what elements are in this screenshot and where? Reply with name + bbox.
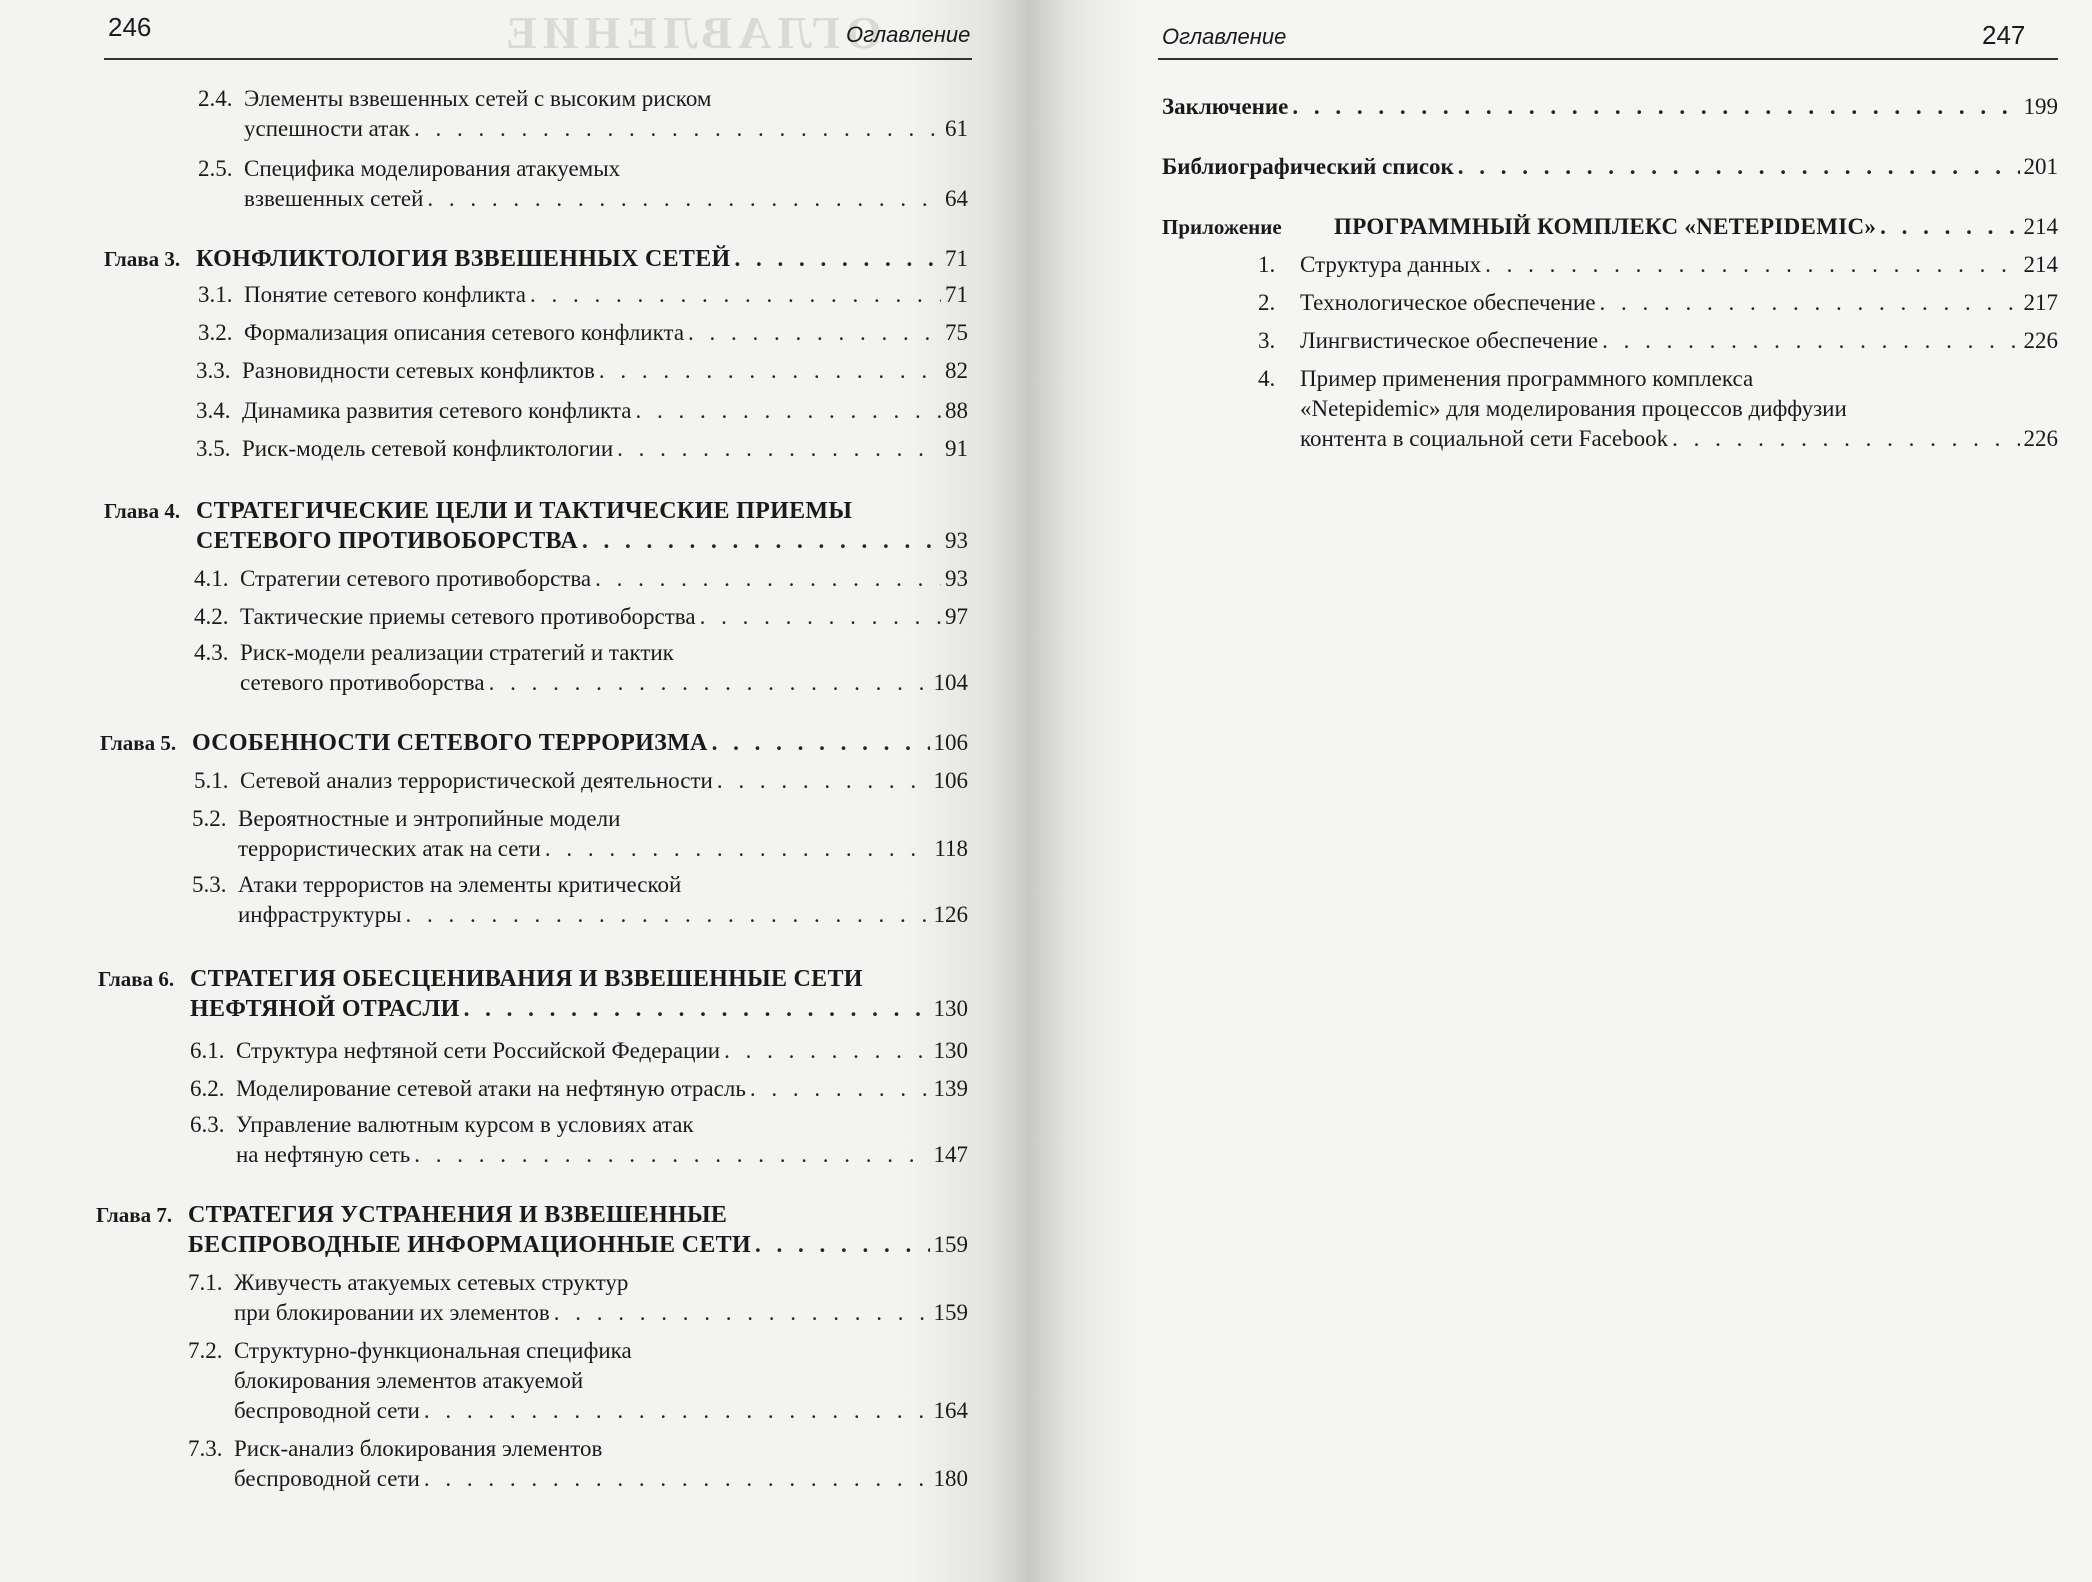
toc-entry bbox=[1258, 250, 2058, 280]
toc-entry bbox=[198, 154, 968, 214]
toc-entry bbox=[188, 1336, 968, 1426]
dot-leader bbox=[1292, 92, 2019, 122]
dot-leader bbox=[554, 1298, 930, 1328]
toc-title-line: Технологическое обеспечение bbox=[1300, 290, 1596, 315]
toc-title-line: взвешенных сетей bbox=[244, 186, 424, 211]
toc-entry bbox=[198, 84, 968, 144]
toc-title-line: СТРАТЕГИЯ ОБЕСЦЕНИВАНИЯ И ВЗВЕШЕННЫЕ СЕТИ bbox=[190, 966, 863, 992]
dot-leader bbox=[406, 900, 930, 930]
toc-page-number: 130 bbox=[933, 996, 968, 1021]
dot-leader bbox=[700, 602, 941, 632]
toc-section-number: 4.2. bbox=[194, 604, 229, 629]
toc-page-number: 71 bbox=[945, 282, 968, 307]
toc-section-number: 1. bbox=[1258, 252, 1276, 277]
toc-title-line: Структура данных bbox=[1300, 252, 1482, 277]
toc-title-line: Динамика развития сетевого конфликта bbox=[242, 398, 632, 423]
toc-entry bbox=[1162, 152, 2058, 182]
toc-entry bbox=[196, 356, 968, 386]
toc-section-number: 3.2. bbox=[198, 320, 233, 345]
toc-section-number: 3.1. bbox=[198, 282, 233, 307]
dot-leader bbox=[1880, 212, 2019, 242]
toc-title-line: ПРОГРАММНЫЙ КОМПЛЕКС «NETEPIDEMIC» bbox=[1334, 214, 1877, 239]
toc-page-number: 126 bbox=[933, 902, 968, 927]
toc-page-number: 93 bbox=[945, 528, 968, 553]
toc-title-line: Сетевой анализ террористической деятельности bbox=[240, 768, 713, 793]
dot-leader bbox=[735, 244, 942, 274]
toc-section-number: 6.2. bbox=[190, 1076, 225, 1101]
toc-entry bbox=[100, 728, 968, 758]
toc-title-line: СЕТЕВОГО ПРОТИВОБОРСТВА bbox=[196, 528, 578, 554]
toc-title-line: «Netepidemic» для моделирования процессов диффузии bbox=[1300, 396, 1847, 421]
header-rule bbox=[1158, 58, 2058, 60]
bleed-through-text: ОГЛАВЛЕНИЕ bbox=[500, 7, 882, 58]
toc-page-number: 214 bbox=[2023, 214, 2058, 239]
dot-leader bbox=[427, 184, 941, 214]
toc-entry bbox=[194, 602, 968, 632]
toc-title-line: Риск-модель сетевой конфликтологии bbox=[242, 436, 614, 461]
toc-page-number: 164 bbox=[933, 1398, 968, 1423]
toc-title-line: на нефтяную сеть bbox=[236, 1142, 411, 1167]
toc-title-line: Специфика моделирования атакуемых bbox=[244, 156, 621, 181]
toc-title-line: СТРАТЕГИЯ УСТРАНЕНИЯ И ВЗВЕШЕННЫЕ bbox=[188, 1202, 728, 1228]
toc-page-number: 139 bbox=[933, 1076, 968, 1101]
toc-entry bbox=[190, 1036, 968, 1066]
toc-entry bbox=[188, 1268, 968, 1328]
toc-page-number: 199 bbox=[2023, 94, 2058, 119]
toc-title-line: Живучесть атакуемых сетевых структур bbox=[234, 1270, 629, 1295]
toc-entry bbox=[198, 280, 968, 310]
toc-section-number: 4.3. bbox=[194, 640, 229, 665]
toc-title-line: СТРАТЕГИЧЕСКИЕ ЦЕЛИ И ТАКТИЧЕСКИЕ ПРИЕМЫ bbox=[196, 498, 853, 524]
dot-leader bbox=[717, 766, 930, 796]
toc-entry bbox=[194, 564, 968, 594]
toc-section-number: 4.1. bbox=[194, 566, 229, 591]
toc-page-number: 214 bbox=[2023, 252, 2058, 277]
toc-page-number: 201 bbox=[2023, 154, 2058, 179]
toc-entry bbox=[190, 1110, 968, 1170]
toc-entry bbox=[196, 434, 968, 464]
toc-page-number: 217 bbox=[2023, 290, 2058, 315]
dot-leader bbox=[617, 434, 941, 464]
toc-entry bbox=[1162, 212, 2058, 242]
toc-section-number: 6.3. bbox=[190, 1112, 225, 1137]
toc-title-line: успешности атак bbox=[244, 116, 410, 141]
toc-section-number: 2. bbox=[1258, 290, 1276, 315]
toc-entry bbox=[194, 766, 968, 796]
left-running-header: Оглавление bbox=[846, 22, 971, 47]
toc-section-number: 3.5. bbox=[196, 436, 231, 461]
dot-leader bbox=[688, 318, 941, 348]
dot-leader bbox=[755, 1230, 930, 1260]
toc-page-number: 159 bbox=[933, 1300, 968, 1325]
toc-section-number: 3. bbox=[1258, 328, 1276, 353]
toc-page-number: 106 bbox=[933, 730, 968, 755]
dot-leader bbox=[599, 356, 941, 386]
dot-leader bbox=[582, 526, 941, 556]
toc-title-line: беспроводной сети bbox=[234, 1398, 420, 1423]
dot-leader bbox=[1600, 288, 2020, 318]
toc-title-line: террористических атак на сети bbox=[238, 836, 541, 861]
toc-page-number: 159 bbox=[933, 1232, 968, 1257]
dot-leader bbox=[1672, 424, 2019, 454]
toc-title-line: блокирования элементов атакуемой bbox=[234, 1368, 584, 1393]
toc-entry bbox=[96, 1200, 968, 1260]
right-page bbox=[1030, 0, 2092, 1582]
dot-leader bbox=[635, 396, 941, 426]
toc-title-line: Понятие сетевого конфликта bbox=[244, 282, 526, 307]
toc-entry bbox=[190, 1074, 968, 1104]
toc-page-number: 75 bbox=[945, 320, 968, 345]
toc-title-line: Моделирование сетевой атаки на нефтяную отрасль bbox=[236, 1076, 746, 1101]
toc-page-number: 61 bbox=[945, 116, 968, 141]
toc-entry bbox=[1162, 92, 2058, 122]
toc-page-number: 226 bbox=[2023, 426, 2058, 451]
toc-section-number: 7.3. bbox=[188, 1436, 223, 1461]
toc-section-number: 3.4. bbox=[196, 398, 231, 423]
toc-chapter-label: Приложение bbox=[1162, 215, 1282, 239]
toc-page-number: 88 bbox=[945, 398, 968, 423]
toc-page-number: 147 bbox=[933, 1142, 968, 1167]
toc-entry bbox=[1258, 364, 2058, 454]
toc-title-line: Структурно-функциональная специфика bbox=[234, 1338, 632, 1363]
toc-page-number: 97 bbox=[945, 604, 968, 629]
toc-title-line: Вероятностные и энтропийные модели bbox=[238, 806, 621, 831]
toc-title-line: Разновидности сетевых конфликтов bbox=[242, 358, 595, 383]
toc-entry bbox=[194, 638, 968, 698]
toc-title-line: Лингвистическое обеспечение bbox=[1300, 328, 1599, 353]
toc-title-line: Риск-модели реализации стратегий и тактик bbox=[240, 640, 674, 665]
toc-section-number: 4. bbox=[1258, 366, 1276, 391]
toc-chapter-label: Глава 5. bbox=[100, 731, 177, 755]
toc-section-number: 2.4. bbox=[198, 86, 233, 111]
toc-title-line: ОСОБЕННОСТИ СЕТЕВОГО ТЕРРОРИЗМА bbox=[192, 730, 708, 756]
dot-leader bbox=[750, 1074, 930, 1104]
toc-chapter-label: Глава 3. bbox=[104, 247, 181, 271]
toc-title-line: при блокировании их элементов bbox=[234, 1300, 550, 1325]
toc-chapter-label: Глава 6. bbox=[98, 967, 175, 991]
left-page bbox=[0, 0, 1030, 1582]
toc-page-number: 180 bbox=[933, 1466, 968, 1491]
toc-section-number: 7.2. bbox=[188, 1338, 223, 1363]
toc-title-line: Структура нефтяной сети Российской Федерации bbox=[236, 1038, 721, 1063]
toc-section-number: 5.3. bbox=[192, 872, 227, 897]
toc-entry bbox=[104, 244, 968, 274]
dot-leader bbox=[595, 564, 941, 594]
toc-section-number: 2.5. bbox=[198, 156, 233, 181]
toc-title-line: Атаки террористов на элементы критической bbox=[238, 872, 682, 897]
toc-section-number: 5.2. bbox=[192, 806, 227, 831]
toc-entry bbox=[196, 396, 968, 426]
toc-page-number: 106 bbox=[933, 768, 968, 793]
dot-leader bbox=[724, 1036, 929, 1066]
toc-entry bbox=[192, 804, 968, 864]
toc-entry bbox=[1258, 288, 2058, 318]
dot-leader bbox=[1602, 326, 2019, 356]
toc-page-number: 118 bbox=[934, 836, 968, 861]
toc-title-line: Библиографический список bbox=[1162, 154, 1454, 179]
toc-title-line: Формализация описания сетевого конфликта bbox=[244, 320, 685, 345]
toc-title-line: контента в социальной сети Facebook bbox=[1300, 426, 1669, 451]
toc-page-number: 130 bbox=[933, 1038, 968, 1063]
toc-title-line: Управление валютным курсом в условиях атак bbox=[236, 1112, 694, 1137]
dot-leader bbox=[464, 994, 930, 1024]
toc-page-number: 226 bbox=[2023, 328, 2058, 353]
toc-entry bbox=[188, 1434, 968, 1494]
toc-title-line: КОНФЛИКТОЛОГИЯ ВЗВЕШЕННЫХ СЕТЕЙ bbox=[196, 246, 731, 272]
toc-title-line: Заключение bbox=[1162, 94, 1289, 119]
toc-entry bbox=[1258, 326, 2058, 356]
toc-title-line: Тактические приемы сетевого противоборства bbox=[240, 604, 696, 629]
toc-title-line: беспроводной сети bbox=[234, 1466, 420, 1491]
toc-page-number: 104 bbox=[933, 670, 968, 695]
toc-title-line: сетевого противоборства bbox=[240, 670, 485, 695]
dot-leader bbox=[1485, 250, 2019, 280]
toc-page-number: 82 bbox=[945, 358, 968, 383]
toc-page-number: 91 bbox=[945, 436, 968, 461]
dot-leader bbox=[424, 1464, 930, 1494]
toc-title-line: Риск-анализ блокирования элементов bbox=[234, 1436, 603, 1461]
toc-section-number: 7.1. bbox=[188, 1270, 223, 1295]
dot-leader bbox=[414, 1140, 929, 1170]
toc-title-line: НЕФТЯНОЙ ОТРАСЛИ bbox=[190, 996, 460, 1022]
toc-chapter-label: Глава 4. bbox=[104, 499, 181, 523]
right-running-header: Оглавление bbox=[1162, 24, 1287, 49]
dot-leader bbox=[424, 1396, 930, 1426]
toc-chapter-label: Глава 7. bbox=[96, 1203, 173, 1227]
toc-title-line: Элементы взвешенных сетей с высоким риском bbox=[244, 86, 712, 111]
right-page-number: 247 bbox=[1982, 20, 2026, 50]
toc-title-line: БЕСПРОВОДНЫЕ ИНФОРМАЦИОННЫЕ СЕТИ bbox=[188, 1232, 751, 1258]
toc-section-number: 5.1. bbox=[194, 768, 229, 793]
left-page-number: 246 bbox=[108, 12, 152, 42]
toc-entry bbox=[198, 318, 968, 348]
dot-leader bbox=[712, 728, 930, 758]
toc-entry bbox=[192, 870, 968, 930]
toc-section-number: 6.1. bbox=[190, 1038, 225, 1063]
toc-title-line: Стратегии сетевого противоборства bbox=[240, 566, 592, 591]
toc-section-number: 3.3. bbox=[196, 358, 231, 383]
toc-page-number: 64 bbox=[945, 186, 968, 211]
dot-leader bbox=[489, 668, 930, 698]
toc-title-line: инфраструктуры bbox=[238, 902, 402, 927]
toc-page-number: 93 bbox=[945, 566, 968, 591]
toc-page-number: 71 bbox=[945, 246, 968, 271]
dot-leader bbox=[530, 280, 941, 310]
header-rule bbox=[104, 58, 972, 60]
dot-leader bbox=[1458, 152, 2020, 182]
toc-entry bbox=[98, 964, 968, 1024]
dot-leader bbox=[545, 834, 931, 864]
dot-leader bbox=[414, 114, 941, 144]
toc-entry bbox=[104, 496, 968, 556]
toc-title-line: Пример применения программного комплекса bbox=[1300, 366, 1754, 391]
